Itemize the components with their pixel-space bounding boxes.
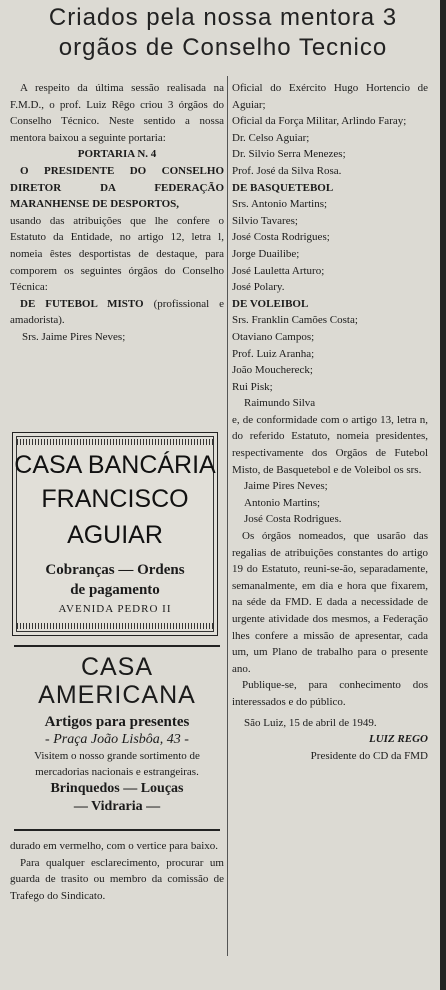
volei-member-5: Rui Pisk; xyxy=(232,380,273,393)
ad-bancaria-line1: CASA BANCÁRIA xyxy=(14,451,216,479)
conformidade-paragraph: e, de conformidade com o artigo 13, letra n, do referido Estatuto, nomeia presidentes, respectivamente dos Orgãos de Futebol Misto, de Basquetebol e de Voleibol os srs. xyxy=(232,413,428,476)
column-divider xyxy=(227,76,228,956)
futebol-qualifier: (profissional e amadorista). xyxy=(10,297,225,327)
ad-americana-address: - Praça João Lisbôa, 43 - xyxy=(45,732,189,747)
basquete-members-list xyxy=(232,196,428,296)
left-bottom-fragment: durado em vermelho, com o vertice para baixo. xyxy=(10,840,219,852)
basquete-heading: DE BASQUETEBOL xyxy=(232,181,334,194)
ad-americana-name: CASA AMERICANA xyxy=(38,653,196,709)
left-bottom-text xyxy=(10,838,224,904)
futebol-member-4: Dr. Silvio Serra Menezes; xyxy=(232,148,346,161)
ad-decor-bottom xyxy=(17,623,213,629)
volei-member-1: Srs. Franklin Camões Costa; xyxy=(232,314,358,327)
ad-bancaria-line3: AGUIAR xyxy=(67,521,163,549)
ad-americana-products-1: Brinquedos — Louças xyxy=(50,781,184,796)
portaria-body: usando das atribuições que lhe confere o Estatuto da Entidade, no artigo 12, letra l, nomeia êstes desportistas de destaque, para comporem os seguintes órgãos do Conselho Técnica: xyxy=(10,214,224,294)
president-1: Jaime Pires Neves; xyxy=(244,480,328,493)
president-3: José Costa Rodrigues. xyxy=(244,513,342,526)
futebol-member-2: Oficial da Força Militar, Arlindo Faray; xyxy=(232,115,407,128)
basquete-member-4: Jorge Duailibe; xyxy=(232,247,300,260)
basquete-member-3: José Costa Rodrigues; xyxy=(232,231,330,244)
volei-member-4: João Mouchereck; xyxy=(232,364,313,377)
publique-paragraph: Publique-se, para conhecimento dos interessados e do público. xyxy=(232,679,428,708)
futebol-member-3: Dr. Celso Aguiar; xyxy=(232,131,310,144)
page-edge-shadow xyxy=(440,0,446,990)
casa-bancaria-ad xyxy=(12,432,218,636)
orgaos-paragraph: Os órgãos nomeados, que usarão das regalias de atribuições constantes do artigo 19 do Estatuto, reuni-se-ão, separadamente, semanalmente, em dia e hora que fixarem, na séde da FMD. E dada a necessidade de urgente atividade dos mesmos, a Federação lhes confere a missão de apresentar, cada um, um Plano de trabalho para o presente ano. xyxy=(232,530,428,675)
ad-americana-products-2: — Vidraria — xyxy=(73,799,161,814)
signature-title: Presidente do CD da FMD xyxy=(310,749,428,762)
signature: LUIZ REGO xyxy=(369,733,428,746)
casa-americana-ad xyxy=(14,645,220,831)
basquete-member-2: Silvio Tavares; xyxy=(232,214,298,227)
basquete-member-6: José Polary. xyxy=(232,281,285,294)
right-column xyxy=(232,80,428,764)
ad-bancaria-address: AVENIDA PEDRO II xyxy=(58,603,172,615)
volei-member-3: Prof. Luiz Aranha; xyxy=(232,347,315,360)
left-column xyxy=(10,80,224,346)
futebol-member: Srs. Jaime Pires Neves; xyxy=(22,330,126,343)
futebol-members-list xyxy=(232,80,428,180)
ad-bancaria-services-1: Cobranças — Ordens xyxy=(45,562,185,578)
intro-paragraph: A respeito da última sessão realisada na F.M.D., o prof. Luiz Rêgo criou 3 órgãos do Conselho Técnico. Neste sentido a nossa mentora baixou a seguinte portaria: xyxy=(10,82,224,144)
basquete-member-5: José Lauletta Arturo; xyxy=(232,264,325,277)
volei-member-6: Raimundo Silva xyxy=(244,397,316,410)
ad-bancaria-services-2: de pagamento xyxy=(70,582,160,598)
ad-americana-body: Visitem o nosso grande sortimento de mercadorias nacionais e estrangeiras. xyxy=(34,750,200,778)
futebol-member-5: Prof. José da Silva Rosa. xyxy=(232,164,342,177)
date-line: São Luiz, 15 de abril de 1949. xyxy=(244,716,377,729)
ad-americana-tagline: Artigos para presentes xyxy=(44,714,190,730)
portaria-label: PORTARIA N. 4 xyxy=(77,148,157,161)
president-2: Antonio Martins; xyxy=(244,496,321,509)
volei-member-2: Otaviano Campos; xyxy=(232,330,315,343)
president-text: O PRESIDENTE DO CONSELHO DIRETOR DA FEDERAÇÃO MARANHENSE DE DESPORTOS, xyxy=(10,164,224,211)
futebol-heading: DE FUTEBOL MISTO xyxy=(20,297,144,310)
ad-bancaria-line2: FRANCISCO xyxy=(41,485,189,513)
headline-line-2: orgãos de Conselho Tecnico xyxy=(58,34,388,61)
futebol-member-1: Oficial do Exército Hugo Hortencio de Aguiar; xyxy=(232,82,428,111)
futebol-heading-line xyxy=(10,296,224,329)
volei-members-list xyxy=(232,312,428,412)
basquete-member-1: Srs. Antonio Martins; xyxy=(232,198,328,211)
volei-heading: DE VOLEIBOL xyxy=(232,297,309,310)
left-bottom-paragraph: Para qualquer esclarecimento, procurar um guarda de trasito ou membro da comissão de Trafego do Sindicato. xyxy=(10,856,224,902)
headline-line-1: Criados pela nossa mentora 3 xyxy=(48,4,398,31)
presidents-list xyxy=(232,478,428,528)
ad-decor-top xyxy=(17,439,213,445)
